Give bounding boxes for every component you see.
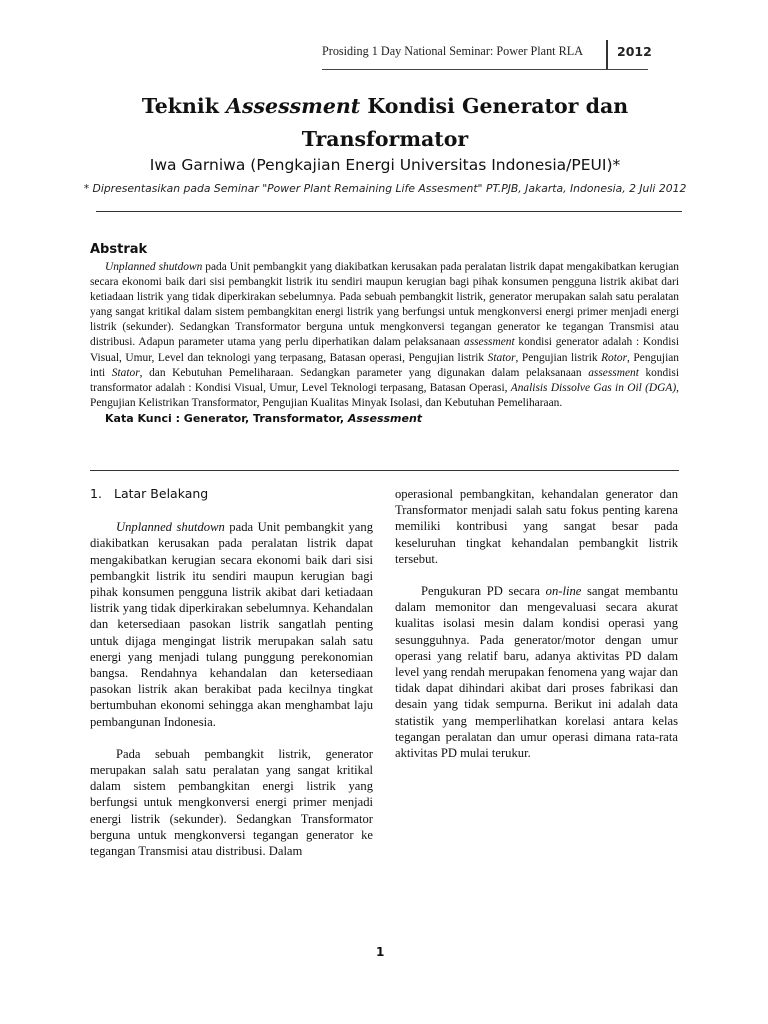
paper-title-line-2: Transformator <box>301 127 469 151</box>
paper-title-line-1: Teknik Assessment Kondisi Generator dan <box>141 94 629 118</box>
title-italic-word: Assessment <box>226 94 361 118</box>
presentation-note: * Dipresentasikan pada Seminar "Power Plant Remaining Life Assesment" PT.PJB, Jakarta, Indonesia, 2 Juli 2012 <box>83 182 687 195</box>
proceedings-title: Prosiding 1 Day National Seminar: Power Plant RLA <box>322 44 583 58</box>
header-rule <box>322 69 648 70</box>
section-heading: 1. Latar Belakang <box>90 486 209 501</box>
left-column <box>90 486 373 875</box>
body-paragraph-4: Pengukuran PD secara on-line sangat membantu dalam memonitor dan mengevaluasi secara akurat kualitas isolasi mesin dalam kondisi operasi yang sesungguhnya. Pada generator/motor dengan umur operasi yang relatif baru, adanya aktivitas PD dalam level yang rendah merupakan fenomena yang wajar dan tidak dapat dihindari akibat dari proses fabrikasi dan desain yang tidak sempurna. Berikut ini adalah data statistik yang memperlihatkan korelasi antara kelas tegangan peralatan dan umur operasi dimana rata-rata aktivitas PD mulai terukur. <box>395 584 678 761</box>
abstract-rule <box>90 470 679 471</box>
header-divider <box>606 40 608 70</box>
body-paragraph-2: Pada sebuah pembangkit listrik, generator merupakan salah satu peralatan yang sangat kritikal dalam sistem pembangkitan energi listrik yang berfungsi untuk mengkonversi energi primer menjadi energi listrik (sekunder). Sedangkan Transformator berguna untuk mengkonversi tegangan generator ke tegangan Transmisi atau distribusi. Dalam <box>90 746 373 859</box>
abstract-body <box>90 260 679 426</box>
body-paragraph-1: Unplanned shutdown pada Unit pembangkit yang diakibatkan kerusakan pada peralatan listrik dapat mengakibatkan kerugian secara ekonomi baik dari sisi pembangkit listrik itu sendiri maupun kerugian bagi pihak konsumen pengguna listrik akibat dari ketiadaan listrik yang tidak diperkirakan sebelumnya. Kehandalan dan ketersediaan pasokan listrik sangatlah penting untuk dijaga mengingat listrik merupakan salah satu energi yang menjadi tulang punggung perekonomian bangsa. Rendahnya kehandalan dan ketersediaan pasokan listrik akan berakibat pada kecilnya tingkat bertumbuhan ekonomi sehingga akan menghambat laju pembangunan Indonesia. <box>90 520 373 729</box>
page-number: 1 <box>376 945 385 959</box>
abstract-heading: Abstrak <box>90 242 148 257</box>
author-line: Iwa Garniwa (Pengkajian Energi Universitas Indonesia/PEUI)* <box>149 156 621 174</box>
title-rule <box>96 211 682 212</box>
proceedings-year: 2012 <box>617 44 652 59</box>
right-column <box>395 486 678 777</box>
abstract-paragraph: Unplanned shutdown pada Unit pembangkit yang diakibatkan kerusakan pada peralatan listrik dapat mengakibatkan kerugian secara ekonomi baik dari sisi pembangkit listrik itu sendiri maupun kerugian bagi pihak konsumen pengguna listrik akibat dari ketiadaan listrik yang tidak diperkirakan sebelumnya. Pada sebuah pembangkit listrik, generator merupakan salah satu peralatan yang sangat kritikal dalam sistem pembangkitan energi listrik yang berfungsi untuk mengkonversi energi primer menjadi energi listrik (sekunder). Sedangkan Transformator berguna untuk mengkonversi tegangan generator ke tegangan Transmisi atau distribusi. Adapun parameter utama yang perlu diperhatikan dalam pelaksanaan assessment kondisi generator adalah : Kondisi Visual, Umur, Level dan teknologi yang terpasang, Batasan operasi, Pengujian listrik Stator, Pengujian listrik Rotor, Pengujian inti Stator, dan Kebutuhan Pemeliharaan. Sedangkan parameter yang digunakan dalam pelaksanaan assessment kondisi transformator adalah : Kondisi Visual, Umur, Level Teknologi terpasang, Batasan Operasi, Analisis Dissolve Gas in Oil (DGA), Pengujian Kelistrikan Transformator, Pengujian Kualitas Minyak Isolasi, dan Kebutuhan Pemeliharaan. <box>90 261 680 409</box>
keywords: Kata Kunci : Generator, Transformator, Assessment <box>105 411 423 425</box>
body-paragraph-3: operasional pembangkitan, kehandalan generator dan Transformator menjadi salah satu fokus penting karena memiliki kontribusi yang sangat besar pada keseluruhan tingkat kehandalan pembangkit listrik tersebut. <box>395 487 678 566</box>
